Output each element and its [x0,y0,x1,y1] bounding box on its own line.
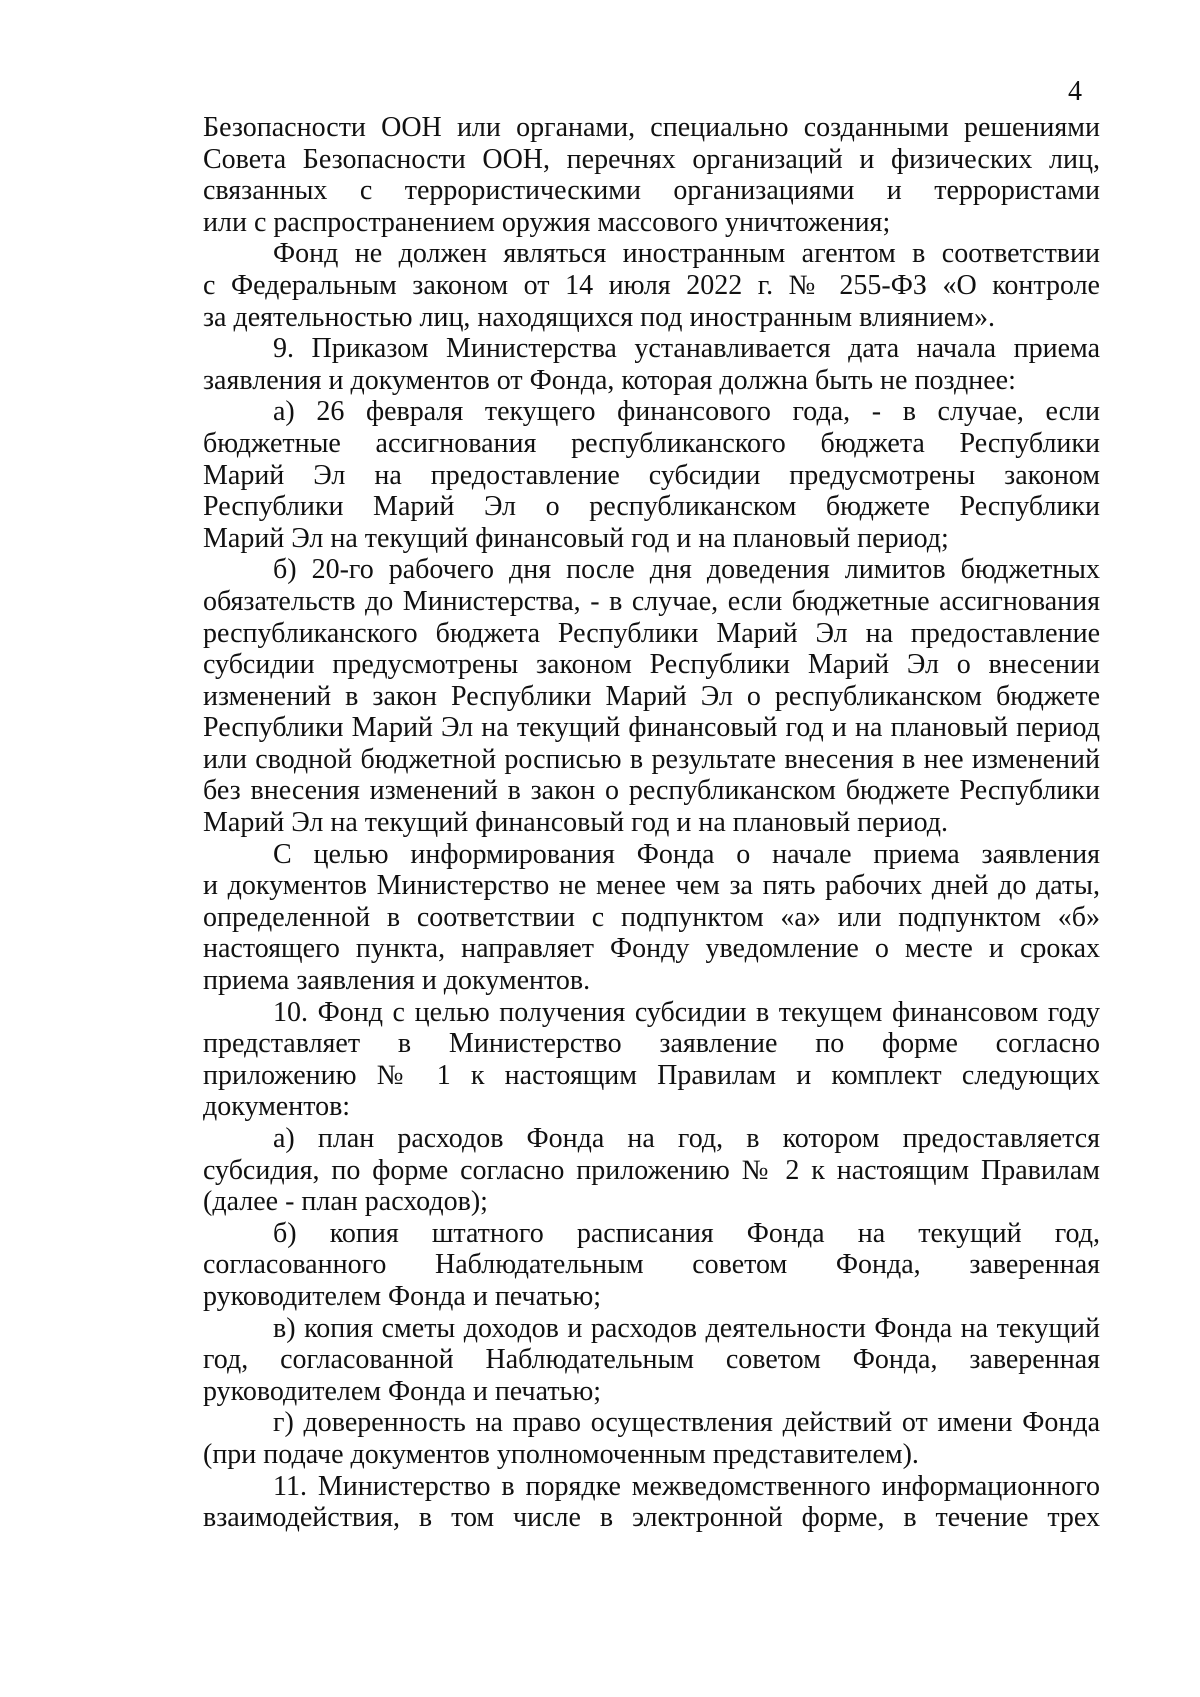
text-line: документов: [203,1091,351,1123]
text-line: а) 26 февраля текущего финансового года, - в случае, если [273,396,1100,428]
paragraph [203,396,1100,554]
text-line: субсидия, по форме согласно приложению № 2 к настоящим Правилам [203,1154,1100,1186]
text-line: согласованного Наблюдательным советом Фонда, заверенная [203,1249,1100,1281]
text-line: Безопасности ООН или органами, специально созданными решениями [203,112,1100,143]
paragraph [203,238,1100,333]
text-line: 9. Приказом Министерства устанавливается дата начала приема [273,333,1100,365]
text-line: определенной в соответствии с подпунктом «а» или подпунктом «б» [203,901,1100,933]
text-line: субсидии предусмотрены законом Республики Марий Эл о внесении [203,649,1100,681]
text-line: с Федеральным законом от 14 июля 2022 г. № 255-ФЗ «О контроле [203,269,1100,301]
text-line: или с распространением оружия массового уничтожения; [203,206,891,238]
paragraph [203,839,1100,997]
text-line: Республики Марий Эл о республиканском бюджете Республики [203,491,1100,523]
text-line: или сводной бюджетной росписью в результате внесения в нее изменений [203,743,1100,775]
paragraph [203,1471,1100,1534]
paragraph [203,112,1100,238]
text-line: Марий Эл на текущий финансовый год и на плановый период. [203,807,949,839]
document-body [203,112,1100,1534]
text-line: связанных с террористическими организациями и террористами [203,175,1100,207]
text-line: руководителем Фонда и печатью; [203,1375,602,1407]
text-line: Марий Эл на текущий финансовый год и на плановый период; [203,522,949,554]
text-line: (при подаче документов уполномоченным представителем). [203,1438,919,1470]
text-line: г) доверенность на право осуществления действий от имени Фонда [273,1407,1100,1439]
text-line: Совета Безопасности ООН, перечнях организаций и физических лиц, [203,143,1100,175]
text-line: заявления и документов от Фонда, которая должна быть не позднее: [203,364,1016,396]
text-line: год, согласованной Наблюдательным советом Фонда, заверенная [203,1344,1100,1376]
text-line: руководителем Фонда и печатью; [203,1280,602,1312]
text-line: и документов Министерство не менее чем за пять рабочих дней до даты, [203,870,1100,902]
text-line: б) 20-го рабочего дня после дня доведения лимитов бюджетных [273,554,1100,586]
text-line: а) план расходов Фонда на год, в котором предоставляется [273,1123,1100,1154]
text-line: бюджетные ассигнования республиканского бюджета Республики [203,427,1100,459]
text-line: республиканского бюджета Республики Марий Эл на предоставление [203,617,1100,649]
text-line: настоящего пункта, направляет Фонду уведомление о месте и сроках [203,933,1100,965]
paragraph [203,333,1100,396]
paragraph [203,1313,1100,1408]
text-line: Республики Марий Эл на текущий финансовый год и на плановый период [203,712,1100,744]
text-line: приложению № 1 к настоящим Правилам и комплект следующих [203,1059,1100,1091]
text-line: за деятельностью лиц, находящихся под иностранным влиянием». [203,301,995,333]
text-line: (далее - план расходов); [203,1186,488,1218]
paragraph [203,554,1100,838]
page-number: 4 [1068,76,1082,107]
text-line: Фонд не должен являться иностранным агентом в соответствии [273,238,1100,270]
paragraph [203,1123,1100,1218]
paragraph [203,1407,1100,1470]
text-line: приема заявления и документов. [203,965,591,997]
text-line: б) копия штатного расписания Фонда на текущий год, [273,1217,1100,1249]
text-line: Марий Эл на предоставление субсидии предусмотрены законом [203,459,1100,491]
text-line: С целью информирования Фонда о начале приема заявления [273,838,1100,870]
text-line: взаимодействия, в том числе в электронной форме, в течение трех [203,1502,1100,1534]
paragraph [203,1218,1100,1313]
text-line: 11. Министерство в порядке межведомственного информационного [273,1470,1100,1502]
text-line: без внесения изменений в закон о республиканском бюджете Республики [203,775,1100,807]
text-line: 10. Фонд с целью получения субсидии в текущем финансовом году [273,996,1100,1028]
paragraph [203,997,1100,1123]
text-line: представляет в Министерство заявление по форме согласно [203,1028,1100,1060]
text-line: изменений в закон Республики Марий Эл о республиканском бюджете [203,680,1100,712]
text-line: в) копия сметы доходов и расходов деятельности Фонда на текущий [273,1312,1100,1344]
text-line: обязательств до Министерства, - в случае, если бюджетные ассигнования [203,585,1100,617]
